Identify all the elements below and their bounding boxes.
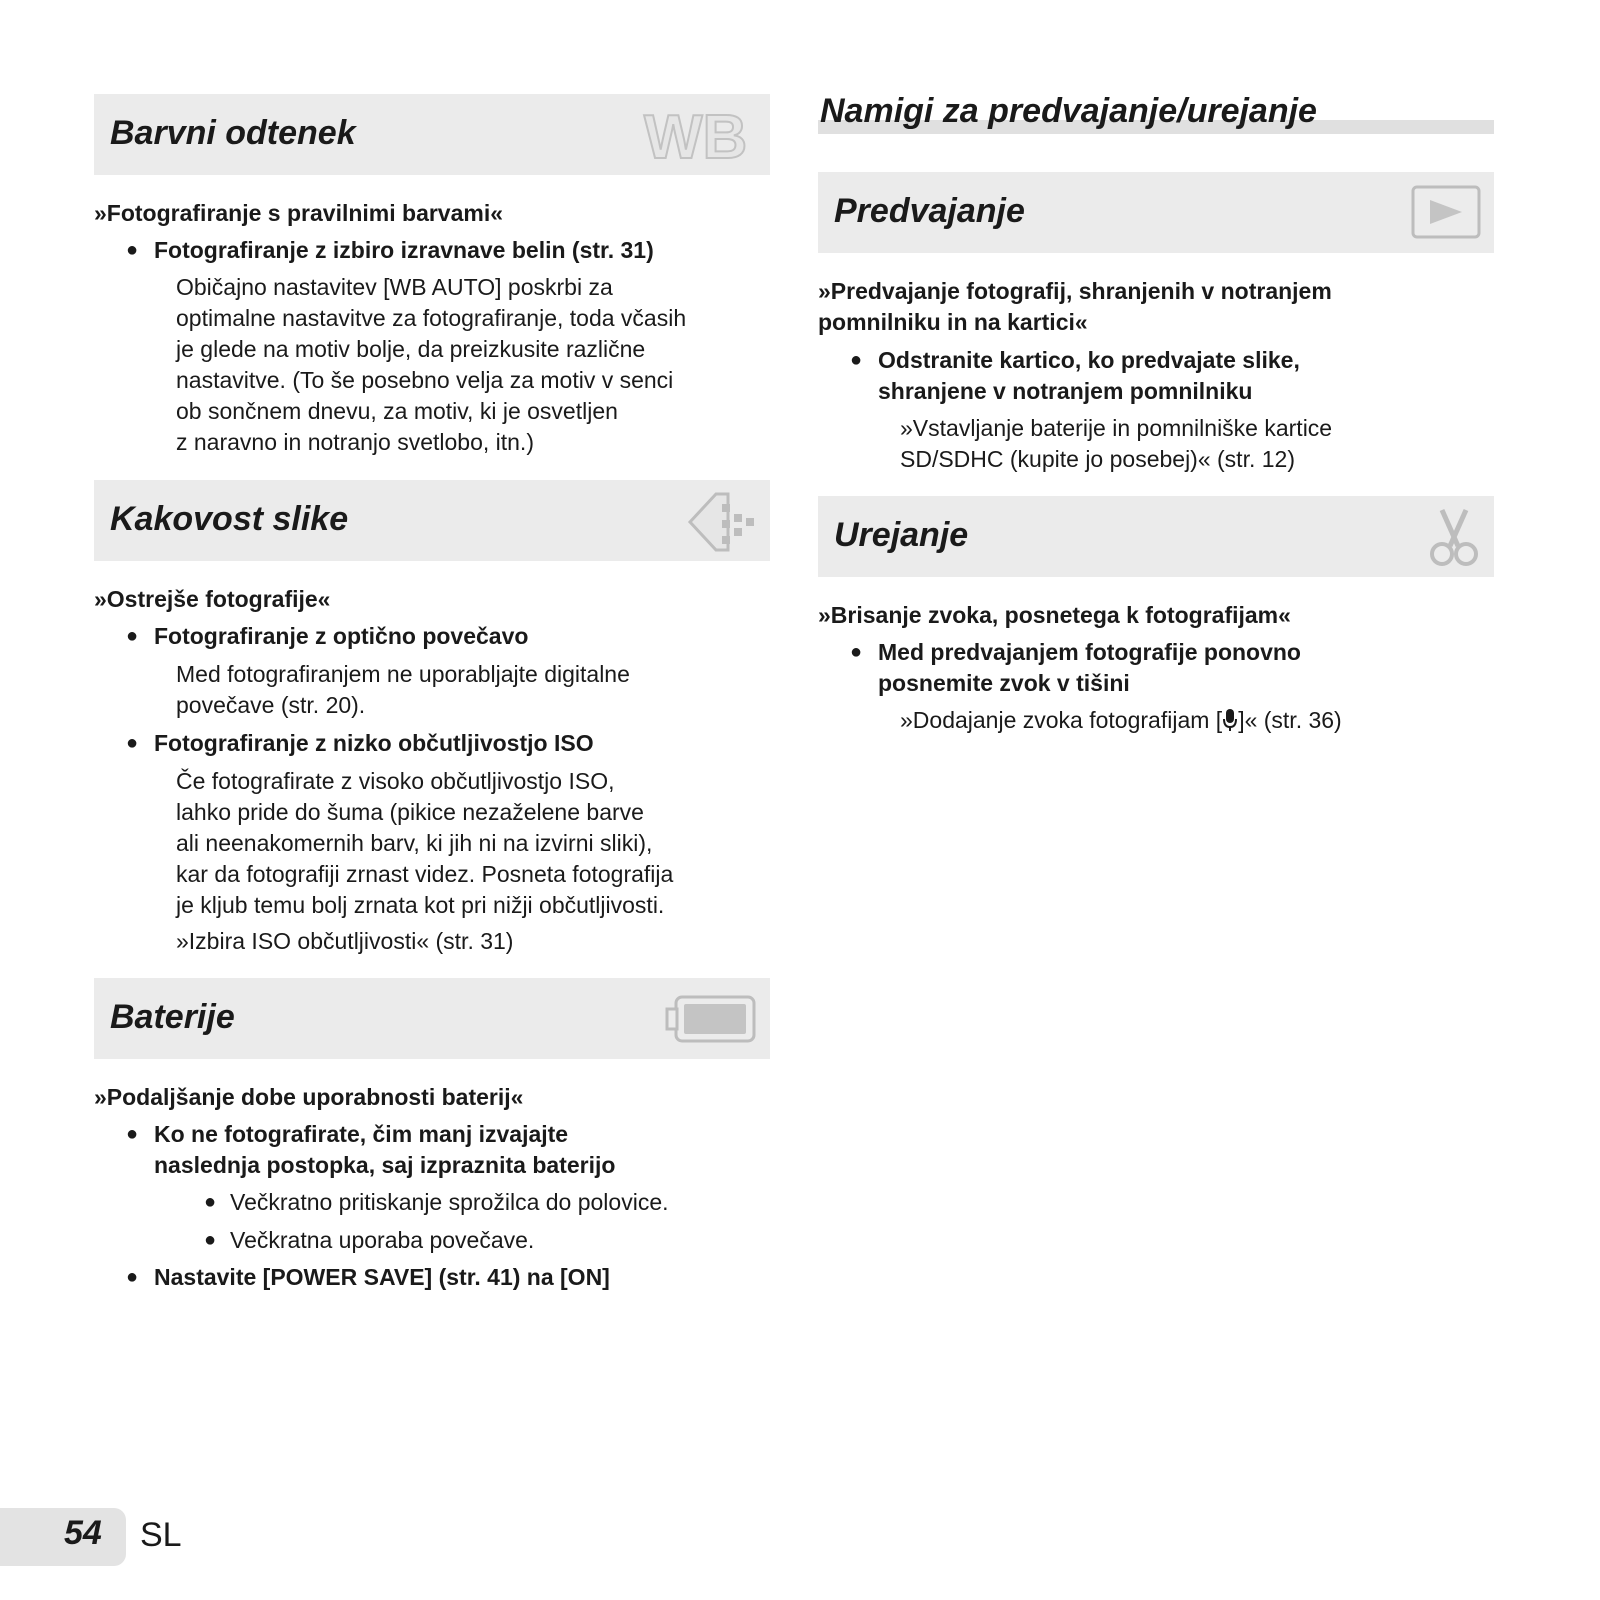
text-line: kar da fotografiji zrnast videz. Posneta fotografija <box>176 861 674 887</box>
section-title: Barvni odtenek <box>110 114 356 152</box>
lead-heading: »Podaljšanje dobe uporabnosti baterij« <box>94 1084 524 1110</box>
text-line: shranjene v notranjem pomnilniku <box>878 378 1253 404</box>
language-code: SL <box>140 1516 182 1554</box>
section-header-image-quality <box>94 480 770 561</box>
sub-bullet-item <box>204 1225 770 1256</box>
battery-icon <box>664 994 758 1049</box>
lead-heading <box>818 276 1494 338</box>
reference-text: ]« (str. 36) <box>1238 707 1342 733</box>
page-reference <box>900 705 1500 740</box>
text-line: lahko pride do šuma (pikice nezaželene barve <box>176 799 644 825</box>
bullet-item <box>126 235 754 266</box>
text-line: ali neenakomernih barv, ki jih ni na izvirni sliki), <box>176 830 653 856</box>
bullet-dot: ● <box>126 732 139 754</box>
section-title: Baterije <box>110 998 235 1036</box>
page-title <box>818 92 1494 136</box>
wb-icon <box>642 100 760 171</box>
sub-bullet-item <box>204 1187 770 1218</box>
bullet-title: Fotografiranje z nizko občutljivostjo ISO <box>154 730 594 756</box>
svg-text:WB: WB <box>644 103 748 166</box>
bullet-dot: ● <box>204 1229 217 1251</box>
bullet-dot: ● <box>126 625 139 647</box>
bullet-dot: ● <box>850 349 863 371</box>
text-line: ob sončnem dnevu, za motiv, ki je osvetljen <box>176 398 618 424</box>
text-line: Med fotografiranjem ne uporabljajte digitalne <box>176 661 630 687</box>
bullet-dot: ● <box>204 1191 217 1213</box>
text-line: SD/SDHC (kupite jo posebej)« (str. 12) <box>900 446 1295 472</box>
text-line: posnemite zvok v tišini <box>878 670 1130 696</box>
microphone-icon <box>1222 708 1238 740</box>
text-line: optimalne nastavitve za fotografiranje, toda včasih <box>176 305 687 331</box>
image-quality-icon <box>686 490 758 559</box>
scissors-icon <box>1426 506 1482 573</box>
bullet-title: Fotografiranje z izbiro izravnave belin (str. 31) <box>154 237 654 263</box>
text-line: Običajno nastavitev [WB AUTO] poskrbi za <box>176 274 613 300</box>
reference-text: »Dodajanje zvoka fotografijam [ <box>900 707 1223 733</box>
paragraph <box>176 659 776 721</box>
page-reference: »Izbira ISO občutljivosti« (str. 31) <box>176 928 514 954</box>
text-line: »Vstavljanje baterije in pomnilniške kartice <box>900 415 1333 441</box>
text-line: pomnilniku in na kartici« <box>818 309 1088 335</box>
lead-heading: »Fotografiranje s pravilnimi barvami« <box>94 200 504 226</box>
play-icon <box>1410 184 1482 245</box>
text-line: Če fotografirate z visoko občutljivostjo ISO, <box>176 768 615 794</box>
section-title: Urejanje <box>834 516 969 554</box>
section-title: Kakovost slike <box>110 500 349 538</box>
text-line: Ko ne fotografirate, čim manj izvajajte <box>154 1121 569 1147</box>
section-title: Predvajanje <box>834 192 1025 230</box>
text-line: »Predvajanje fotografij, shranjenih v notranjem <box>818 278 1332 304</box>
page-title-text: Namigi za predvajanje/urejanje <box>820 92 1317 130</box>
paragraph <box>176 766 776 921</box>
bullet-title: Nastavite [POWER SAVE] (str. 41) na [ON] <box>154 1264 610 1290</box>
text-line: naslednja postopka, saj izpraznita baterijo <box>154 1152 616 1178</box>
bullet-dot: ● <box>850 641 863 663</box>
paragraph <box>176 272 776 458</box>
bullet-dot: ● <box>126 1266 139 1288</box>
bullet-item <box>850 345 1478 407</box>
bullet-item <box>126 728 754 759</box>
bullet-item <box>850 637 1478 699</box>
bullet-dot: ● <box>126 239 139 261</box>
bullet-item <box>126 621 754 652</box>
page-number: 54 <box>64 1514 102 1552</box>
section-header-white-balance <box>94 94 770 175</box>
page-reference <box>900 413 1500 475</box>
text-line: z naravno in notranjo svetlobo, itn.) <box>176 429 534 455</box>
text-line: je glede na motiv bolje, da preizkusite različne <box>176 336 646 362</box>
bullet-title: Fotografiranje z optično povečavo <box>154 623 529 649</box>
text-line: povečave (str. 20). <box>176 692 366 718</box>
section-header-battery <box>94 978 770 1059</box>
lead-heading: »Ostrejše fotografije« <box>94 586 331 612</box>
sub-bullet-text: Večkratno pritiskanje sprožilca do polovice. <box>230 1189 669 1215</box>
text-line: je kljub temu bolj zrnata kot pri nižji občutljivosti. <box>176 892 665 918</box>
text-line: Odstranite kartico, ko predvajate slike, <box>878 347 1300 373</box>
section-header-playback <box>818 172 1494 253</box>
sub-bullet-text: Večkratna uporaba povečave. <box>230 1227 535 1253</box>
bullet-item <box>126 1262 754 1293</box>
section-header-edit <box>818 496 1494 577</box>
text-line: nastavitve. (To še posebno velja za motiv v senci <box>176 367 674 393</box>
lead-heading: »Brisanje zvoka, posnetega k fotografijam« <box>818 602 1291 628</box>
bullet-dot: ● <box>126 1123 139 1145</box>
page-number-tab <box>0 1508 126 1566</box>
bullet-item <box>126 1119 754 1181</box>
text-line: Med predvajanjem fotografije ponovno <box>878 639 1301 665</box>
